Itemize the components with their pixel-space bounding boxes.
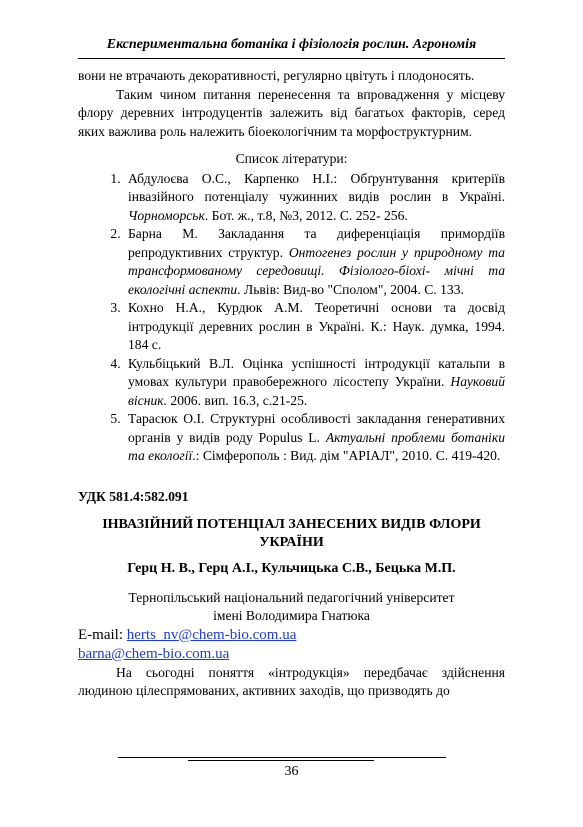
reference-item bbox=[124, 410, 505, 466]
running-header: Експериментальна ботаніка і фізіологія рослин. Агрономія bbox=[106, 37, 477, 52]
reference-source: Науковий вісник. bbox=[128, 374, 505, 408]
page-body bbox=[78, 67, 505, 701]
email-line bbox=[78, 645, 505, 664]
references-title: Список літератури: bbox=[235, 151, 348, 166]
email-label: E-mail: bbox=[78, 626, 127, 643]
reference-source: Чорноморськ bbox=[128, 207, 205, 223]
email-line bbox=[78, 626, 505, 645]
reference-text: Абдулоєва О.С., Карпенко Н.І.: Обґрунтування критеріїв інвазійного потенціалу чужинних видів рослин в Україні. bbox=[128, 170, 505, 204]
reference-item bbox=[124, 225, 505, 299]
affiliation bbox=[78, 589, 505, 626]
affiliation-line: Тернопільський національний педагогічний університет bbox=[128, 589, 455, 605]
affiliation-line: імені Володимира Гнатюка bbox=[213, 608, 370, 623]
article-title: ІНВАЗІЙНИЙ ПОТЕНЦІАЛ ЗАНЕСЕНИХ ВИДІВ ФЛОРИ УКРАЇНИ bbox=[102, 517, 481, 550]
reference-details: .: Сімферополь : Вид. дім "АРІАЛ", 2010. С. 419-420. bbox=[192, 448, 501, 463]
reference-item bbox=[124, 299, 505, 355]
continuation-paragraph: вони не втрачають декоративності, регулярно цвітуть і плодоносять. bbox=[78, 68, 475, 83]
conclusion-paragraph: Таким чином питання перенесення та впровадження у місцеву флору деревних інтродуцентів залежить від багатьох факторів, серед яких важлива роль належить біоекологічним та морфоструктурним. bbox=[78, 86, 505, 139]
references-list bbox=[78, 170, 505, 466]
footer-rule bbox=[188, 760, 374, 761]
authors: Герц Н. В., Герц А.І., Кульчицька С.В., Бецька М.П. bbox=[127, 561, 456, 576]
reference-item bbox=[124, 355, 505, 411]
udk-code: УДК 581.4:582.091 bbox=[78, 488, 189, 504]
reference-text: Кохно Н.А., Курдюк А.М. Теоретичні основи та досвід інтродукції деревних рослин в Україні. К.: Наук. думка, 1994. 184 с. bbox=[128, 300, 505, 352]
reference-item bbox=[124, 170, 505, 226]
reference-details: . Львів: Вид-во "Сполом", 2004. С. 133. bbox=[237, 281, 464, 297]
reference-text: Тарасюк О.І. Структурні особливості закладання генеративних органів у видів роду Populus L. bbox=[128, 411, 505, 445]
email-link[interactable]: herts_nv@chem-bio.com.ua bbox=[126, 626, 297, 643]
header-rule bbox=[78, 58, 505, 59]
reference-text: Барна М. Закладання та диференціація примордіїв репродуктивних структур. bbox=[128, 226, 505, 260]
reference-source: Актуальні проблеми ботаніки та екології bbox=[128, 429, 505, 463]
reference-text: Кульбіцький В.Л. Оцінка успішності інтродукції катальпи в умовах культури правобережного лісостепу України. bbox=[128, 355, 505, 389]
reference-details: . Бот. ж., т.8, №3, 2012. С. 252- 256. bbox=[204, 207, 408, 223]
reference-details: 2006. вип. 16.3, с.21-25. bbox=[167, 392, 308, 408]
page-number: 36 bbox=[284, 764, 299, 779]
email-link[interactable]: barna@chem-bio.com.ua bbox=[78, 645, 230, 662]
intro-paragraph: На сьогодні поняття «інтродукція» передбачає здійснення людиною цілеспрямованих, активних заходів, що призводять до bbox=[78, 664, 505, 698]
footer-rule bbox=[118, 757, 446, 758]
reference-source: Онтогенез рослин у природному та трансформованому середовищі. Фізіолого-біохі- мічні та екологічні аспекти bbox=[128, 244, 505, 297]
